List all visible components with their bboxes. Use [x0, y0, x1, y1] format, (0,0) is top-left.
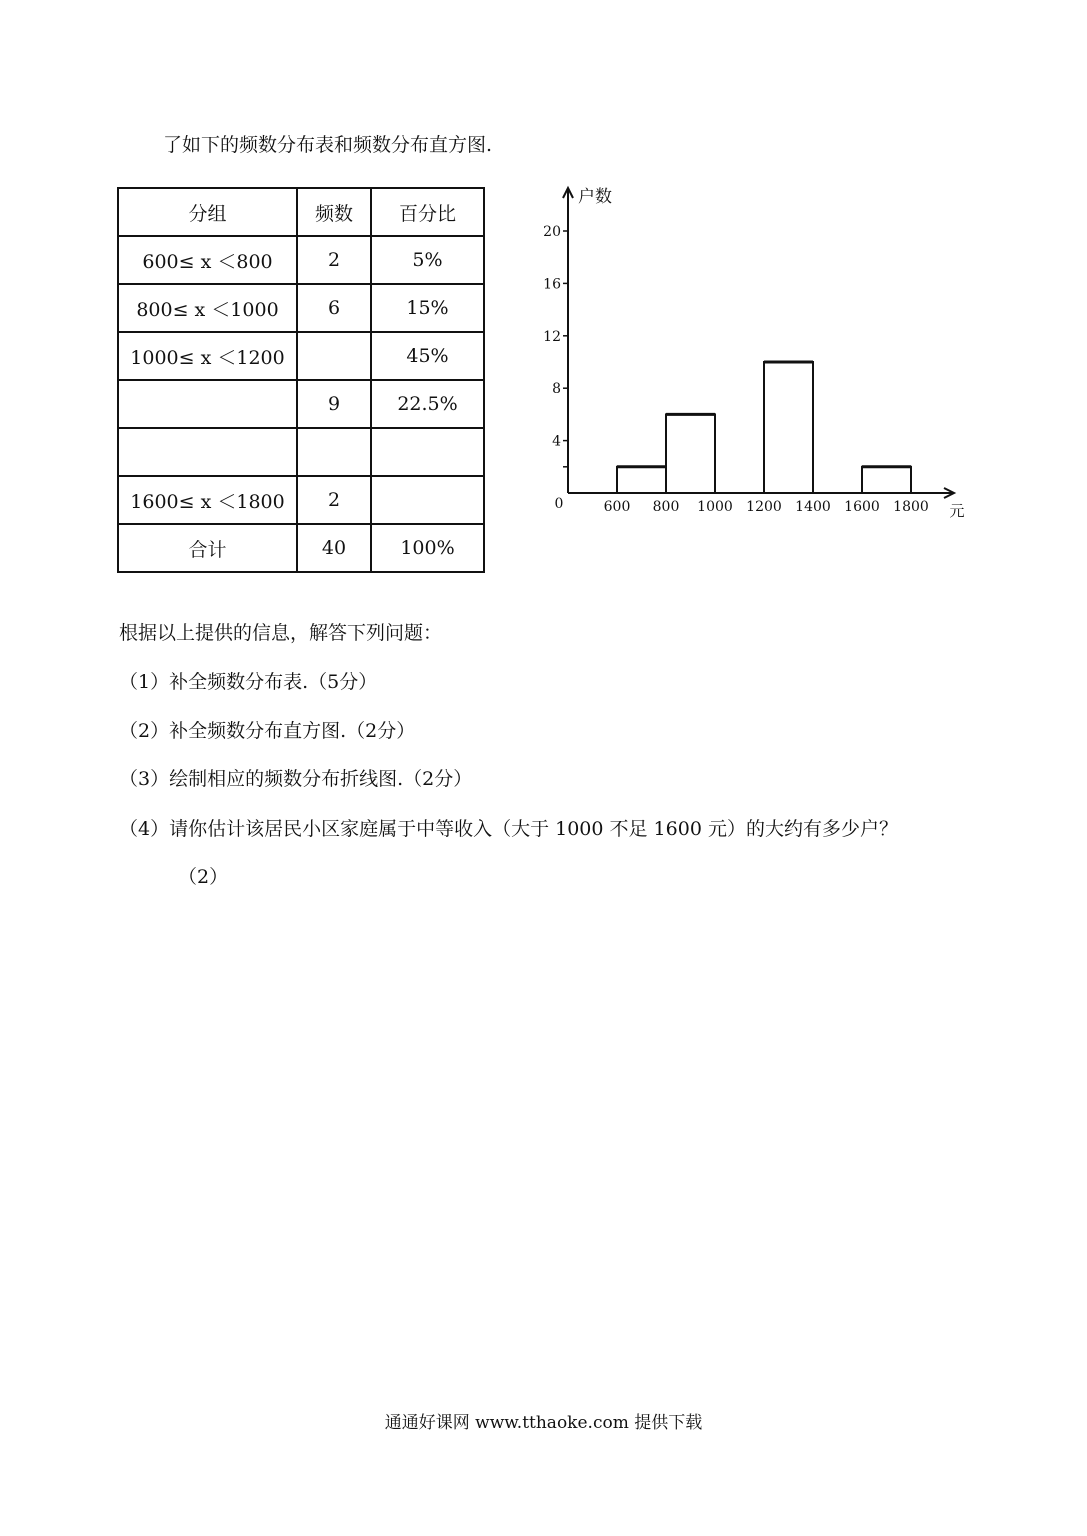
table-row [118, 332, 484, 380]
question-4-points: （2） [178, 866, 229, 888]
question-lead: 根据以上提供的信息，解答下列问题： [119, 622, 443, 644]
table-row [118, 284, 484, 332]
x-tick-label: 1400 [795, 499, 831, 515]
frequency-table [117, 187, 485, 573]
histogram-bar [862, 467, 911, 493]
cell-group: 1600≤ x ＜1800 [118, 476, 297, 524]
cell-group: 800≤ x ＜1000 [118, 284, 297, 332]
cell-group [118, 428, 297, 476]
y-tick-label: 16 [543, 276, 561, 293]
x-tick-label: 1000 [697, 499, 733, 515]
table-total-row [118, 524, 484, 572]
question-1: （1）补全频数分布表.（5分） [119, 671, 378, 693]
cell-frequency [297, 428, 371, 476]
cell-frequency [297, 332, 371, 380]
histogram-bar [617, 467, 666, 493]
cell-frequency: 2 [297, 476, 371, 524]
y-tick-label: 12 [543, 328, 561, 345]
intro-text: 了如下的频数分布表和频数分布直方图. [163, 134, 493, 156]
y-tick-label: 8 [552, 381, 561, 398]
cell-frequency: 6 [297, 284, 371, 332]
header-frequency: 频数 [297, 188, 371, 236]
cell-percentage [371, 428, 484, 476]
cell-percentage: 15% [371, 284, 484, 332]
cell-frequency: 9 [297, 380, 371, 428]
x-tick-label: 600 [603, 499, 631, 515]
table-row [118, 428, 484, 476]
cell-percentage: 22.5% [371, 380, 484, 428]
cell-frequency: 2 [297, 236, 371, 284]
cell-group: 1000≤ x ＜1200 [118, 332, 297, 380]
question-2: （2）补全频数分布直方图.（2分） [119, 720, 416, 742]
cell-group: 合计 [118, 524, 297, 572]
cell-frequency: 40 [297, 524, 371, 572]
table-row [118, 236, 484, 284]
x-tick-label: 1600 [844, 499, 880, 515]
table-header-row [118, 188, 484, 236]
cell-group [118, 380, 297, 428]
y-tick-label: 20 [543, 224, 561, 240]
y-tick-label: 4 [552, 433, 561, 450]
cell-percentage: 5% [371, 236, 484, 284]
x-tick-label: 800 [652, 499, 680, 515]
header-percentage: 百分比 [371, 188, 484, 236]
question-3: （3）绘制相应的频数分布折线图.（2分） [119, 768, 473, 790]
origin-label: 0 [554, 496, 564, 512]
histogram-bar [666, 414, 715, 493]
x-tick-label: 1200 [746, 499, 782, 515]
x-tick-label: 1800 [893, 499, 929, 515]
frequency-histogram [520, 178, 970, 523]
y-axis-label: 户数 [578, 187, 612, 207]
cell-group: 600≤ x ＜800 [118, 236, 297, 284]
histogram-bar [764, 362, 813, 493]
cell-percentage [371, 476, 484, 524]
table-row [118, 380, 484, 428]
cell-percentage: 100% [371, 524, 484, 572]
cell-percentage: 45% [371, 332, 484, 380]
footer-text: 通通好课网 www.tthaoke.com 提供下载 [384, 1413, 703, 1433]
header-group: 分组 [118, 188, 297, 236]
x-axis-label: 元 [949, 502, 965, 520]
question-4: （4）请你估计该居民小区家庭属于中等收入（大于 1000 不足 1600 元）的大约有多少户？ [119, 818, 898, 840]
table-row [118, 476, 484, 524]
